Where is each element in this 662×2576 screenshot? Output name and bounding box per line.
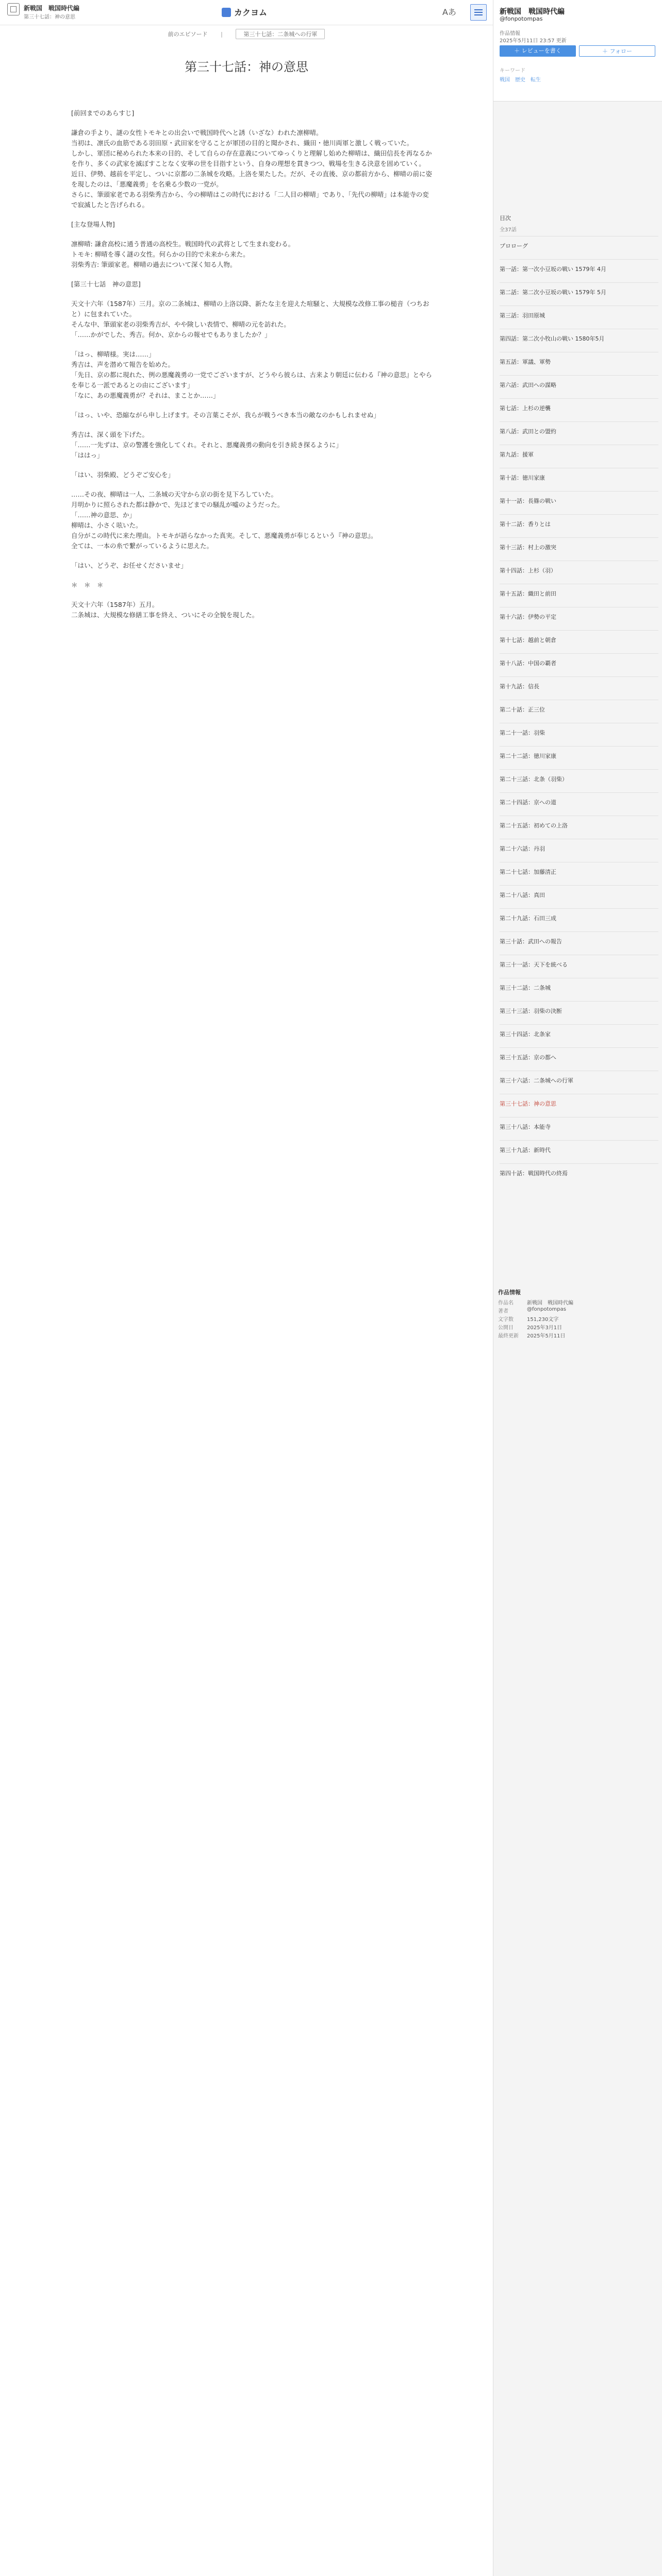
book-icon[interactable] xyxy=(7,3,20,15)
story-paragraph: 当初は、凛氏の血筋である羽田原・武田家を守ることが軍団の目的と聞かされ、織田・徳川両軍と激しく戦っていた。 xyxy=(71,139,413,147)
info-key: 作品名 xyxy=(498,1300,514,1306)
story-paragraph: ……その夜、柳晴は一人、二条城の天守から京の街を見下ろしていた。 xyxy=(71,490,278,498)
story-paragraph xyxy=(71,480,432,489)
story-paragraph: トモキ: 柳晴を導く謎の女性。何らかの目的で未来から来た。 xyxy=(71,250,250,258)
info-key: 文字数 xyxy=(498,1317,514,1323)
toc-item[interactable]: 第三十二話：二条城 xyxy=(500,978,658,1001)
story-paragraph: [主な登場人物] xyxy=(71,221,115,228)
info-row xyxy=(498,1315,657,1323)
story-paragraph xyxy=(71,118,432,128)
toc-count: 全37話 xyxy=(500,227,517,233)
brand-text: カクヨム xyxy=(234,8,268,18)
toc-item[interactable]: 第二十六話：丹羽 xyxy=(500,839,658,862)
toc-item[interactable]: 第三十六話：二条城への行軍 xyxy=(500,1071,658,1094)
toc-item[interactable]: 第五話：軍議、軍勢 xyxy=(500,352,658,375)
episode-title: 第三十七話：神の意思 xyxy=(185,60,308,74)
work-info xyxy=(498,1288,657,1340)
toc-item[interactable]: 第二十九話：石田三成 xyxy=(500,908,658,931)
sidebar-work-card xyxy=(493,0,662,101)
toc-item[interactable]: 第十五話：織田と前田 xyxy=(500,584,658,607)
current-episode-pill[interactable]: 第三十七話：二条城への行軍 xyxy=(236,29,325,39)
review-button[interactable]: ＋ レビューを書く xyxy=(500,45,576,57)
story-paragraph: さらに、筆頭家老である羽柴秀吉から、今の柳晴はこの時代における「二人目の柳晴」であり、「先代の柳晴」は本能寺の変で寂滅したと告げられる。 xyxy=(71,191,429,209)
toc-item[interactable]: 第二十話：正三位 xyxy=(500,700,658,723)
story-paragraph: 「ははっ」 xyxy=(71,451,104,459)
story-paragraph: 柳晴は、小さく呟いた。 xyxy=(71,521,142,529)
story-paragraph: 「……一先ずは、京の警護を強化してくれ。それと、悪魔義勇の動向を引き続き探るように」 xyxy=(71,441,342,449)
top-header xyxy=(0,0,493,25)
story-paragraph: しかし、軍団に秘められた本来の目的、そして自らの存在意義についてゆっくりと理解し始めた柳晴は、織田信長を再なるかを作り、多くの武家を滅ぼすことなく安寧の世を目指すという、自身の理想を貫きつつ、戦場を生きる決意を固めていく。 xyxy=(71,149,432,167)
toc-item[interactable]: プロローグ xyxy=(500,236,658,259)
info-row xyxy=(498,1307,657,1315)
site-logo[interactable] xyxy=(222,6,267,18)
toc-item[interactable]: 第九話：援軍 xyxy=(500,445,658,468)
sidebar-updated: 2025年5月11日 23:57 更新 xyxy=(500,38,567,44)
story-body xyxy=(71,108,432,620)
toc-item[interactable]: 第二十二話：徳川家康 xyxy=(500,746,658,769)
info-value: 151,230文字 xyxy=(527,1317,559,1323)
toc-item[interactable]: 第三十八話：本能寺 xyxy=(500,1117,658,1140)
story-paragraph: 謙倉の手より、謎の女性トモキとの出会いで戦国時代へと誘（いざな）われた凛柳晴。 xyxy=(71,129,323,137)
info-row xyxy=(498,1298,657,1307)
story-paragraph xyxy=(71,551,432,561)
menu-button[interactable] xyxy=(470,4,487,21)
toc-item[interactable]: 第三話：羽田原城 xyxy=(500,306,658,329)
story-paragraph xyxy=(71,401,432,410)
toc-item[interactable]: 第三十九話：新時代 xyxy=(500,1140,658,1163)
keyword-tags[interactable]: 戦国 歴史 転生 xyxy=(500,77,541,83)
toc-item[interactable]: 第八話：武田との盟約 xyxy=(500,421,658,445)
kakuyomu-logo-icon xyxy=(222,8,231,17)
toc-item[interactable]: 第二十七話：加藤清正 xyxy=(500,862,658,885)
info-value: 新戦国 戦国時代編 xyxy=(527,1300,573,1306)
toc-item[interactable]: 第三十話：武田への報告 xyxy=(500,931,658,955)
story-paragraph: 「先日、京の都に現れた、例の悪魔義勇の一党でございますが、どうやら彼らは、古来より朝廷に伝わる『神の意思』とやらを奉じる一派であるとの由にございます」 xyxy=(71,371,433,389)
toc-label: 目次 xyxy=(500,215,511,222)
header-work-title[interactable]: 新戦国 戦国時代編 xyxy=(24,5,80,12)
toc-item[interactable]: 第三十一話：天下を統べる xyxy=(500,955,658,978)
info-row xyxy=(498,1323,657,1331)
toc-item[interactable]: 第二十四話：京への道 xyxy=(500,792,658,816)
story-paragraph xyxy=(71,461,432,470)
story-paragraph: 羽柴秀吉: 筆頭家老。柳晴の過去について深く知る人物。 xyxy=(71,261,237,268)
follow-button[interactable]: ＋ フォロー xyxy=(579,45,655,57)
toc-item[interactable]: 第十八話：中国の覇者 xyxy=(500,653,658,676)
story-paragraph: [前回までのあらすじ] xyxy=(71,109,135,117)
story-paragraph: 二条城は、大規模な修繕工事を終え、ついにその全貌を現した。 xyxy=(71,611,259,619)
story-paragraph: 秀吉は、深く頭を下げた。 xyxy=(71,431,149,438)
toc-item[interactable]: 第十九話：信長 xyxy=(500,676,658,700)
story-paragraph: 「はい、どうぞ、お任せくださいませ」 xyxy=(71,562,187,569)
story-paragraph xyxy=(71,420,432,430)
story-paragraph: 月明かりに照らされた都は静かで、先ほどまでの騒乱が嘘のようだった。 xyxy=(71,501,284,509)
story-paragraph: 「……かがでした、秀吉。何か、京からの報せでもありましたか？」 xyxy=(71,331,271,338)
prev-episode-link[interactable]: 前のエピソード xyxy=(168,31,208,38)
toc-item[interactable]: 第七話：上杉の逆襲 xyxy=(500,398,658,421)
story-paragraph: [第三十七話 神の意思] xyxy=(71,280,141,288)
story-paragraph xyxy=(71,590,432,600)
story-paragraph xyxy=(71,571,432,580)
header-episode-title: 第三十七話：神の意思 xyxy=(24,14,75,20)
toc-item[interactable]: 第四十話：戦国時代の終焉 xyxy=(500,1163,658,1187)
toc-item[interactable]: 第三十七話：神の意思 xyxy=(500,1094,658,1117)
toc-item[interactable]: 第二話：第二次小豆坂の戦い 1579年 5月 xyxy=(500,282,658,306)
episode-nav: 前のエピソード | 第三十七話：二条城への行軍 xyxy=(0,29,493,39)
story-paragraph: 秀吉は、声を潜めて報告を始めた。 xyxy=(71,361,175,368)
toc-item[interactable]: 第十三話：村上の激突 xyxy=(500,537,658,561)
info-key: 著者 xyxy=(498,1309,508,1314)
story-paragraph xyxy=(71,290,432,299)
info-key: 最終更新 xyxy=(498,1333,519,1339)
toc-item[interactable]: 第十六話：伊勢の平定 xyxy=(500,607,658,630)
story-paragraph: ＊ ＊ ＊ xyxy=(71,581,104,589)
sidebar-work-title[interactable]: 新戦国 戦国時代編 xyxy=(500,8,565,16)
info-value: 2025年5月11日 xyxy=(527,1333,566,1339)
toc-item[interactable]: 第十四話：上杉（羽） xyxy=(500,561,658,584)
story-paragraph: 天文十六年（1587年）三月。京の二条城は、柳晴の上洛以降、新たな主を迎えた喧騒と、大規模な改修工事の槌音（つちおと）に包まれていた。 xyxy=(71,300,429,318)
story-paragraph: 凛柳晴: 謙倉高校に通う普通の高校生。戦国時代の武将として生まれ変わる。 xyxy=(71,240,295,248)
story-paragraph xyxy=(71,230,432,239)
toc-item[interactable]: 第十話：徳川家康 xyxy=(500,468,658,491)
story-paragraph: 「はっ、柳晴様。実は……」 xyxy=(71,350,155,358)
toc-item[interactable]: 第三十四話：北条家 xyxy=(500,1024,658,1047)
story-paragraph: 天文十六年（1587年）五月。 xyxy=(71,601,159,608)
info-value: 2025年3月1日 xyxy=(527,1325,562,1331)
info-row xyxy=(498,1331,657,1340)
toc-item[interactable]: 第十七話：越前と朝倉 xyxy=(500,630,658,653)
sidebar-info-link[interactable]: 作品情報 xyxy=(500,31,520,37)
story-paragraph xyxy=(71,210,432,219)
toc-item[interactable]: 第四話：第二次小牧山の戦い 1580年5月 xyxy=(500,329,658,352)
story-paragraph xyxy=(71,340,432,349)
toc-item[interactable]: 第六話：武田への謀略 xyxy=(500,375,658,398)
story-paragraph: 「なに、あの悪魔義勇が？それは、まことか……」 xyxy=(71,392,220,399)
info-key: 公開日 xyxy=(498,1325,514,1331)
story-paragraph: 「はっ、いや、恐縮ながら申し上げます。その言葉こそが、我らが戦うべき本当の敵なのかもしれませぬ」 xyxy=(71,411,380,419)
story-paragraph: 全ては、一本の糸で繋がっているように思えた。 xyxy=(71,542,213,550)
story-paragraph: 「はい、羽柴殿、どうぞご安心を」 xyxy=(71,471,175,479)
story-paragraph xyxy=(71,270,432,279)
toc-item[interactable]: 第十二話：香りとは xyxy=(500,514,658,537)
toc-item[interactable]: 第二十八話：真田 xyxy=(500,885,658,908)
story-paragraph: 「……神の意思、か」 xyxy=(71,511,136,519)
story-paragraph: そんな中、筆頭家老の羽柴秀吉が、やや険しい表情で、柳晴の元を訪れた。 xyxy=(71,320,290,328)
info-value: @fonpotompas xyxy=(527,1307,566,1312)
keyword-label: キーワード xyxy=(500,68,525,74)
text-settings-button[interactable]: Aあ xyxy=(442,7,456,17)
toc-item[interactable]: 第二十五話：初めての上洛 xyxy=(500,816,658,839)
toc-item[interactable]: 第十一話：長篠の戦い xyxy=(500,491,658,514)
toc-item[interactable]: 第三十五話：京の都へ xyxy=(500,1047,658,1071)
story-paragraph: 近日、伊勢、越前を平定し、ついに京都の二条城を攻略。上洛を果たした。だが、その直後、京の都前方から、柳晴の前に姿を現したのは、「悪魔義勇」を名乗る少数の一党が。 xyxy=(71,170,433,188)
info-title: 作品情報 xyxy=(498,1289,521,1296)
story-paragraph: 自分がこの時代に来た理由。トモキが語らなかった真実。そして、悪魔義勇が奉じるという『神の意思』。 xyxy=(71,532,377,539)
toc-item[interactable]: 第二十一話：羽柴 xyxy=(500,723,658,746)
sidebar-author[interactable]: @fonpotompas xyxy=(500,15,543,22)
table-of-contents xyxy=(500,214,658,1187)
toc-item[interactable]: 第一話：第一次小豆坂の戦い 1579年 4月 xyxy=(500,259,658,282)
toc-item[interactable]: 第二十三話：北条（羽柴） xyxy=(500,769,658,792)
toc-item[interactable]: 第三十三話：羽柴の決断 xyxy=(500,1001,658,1024)
